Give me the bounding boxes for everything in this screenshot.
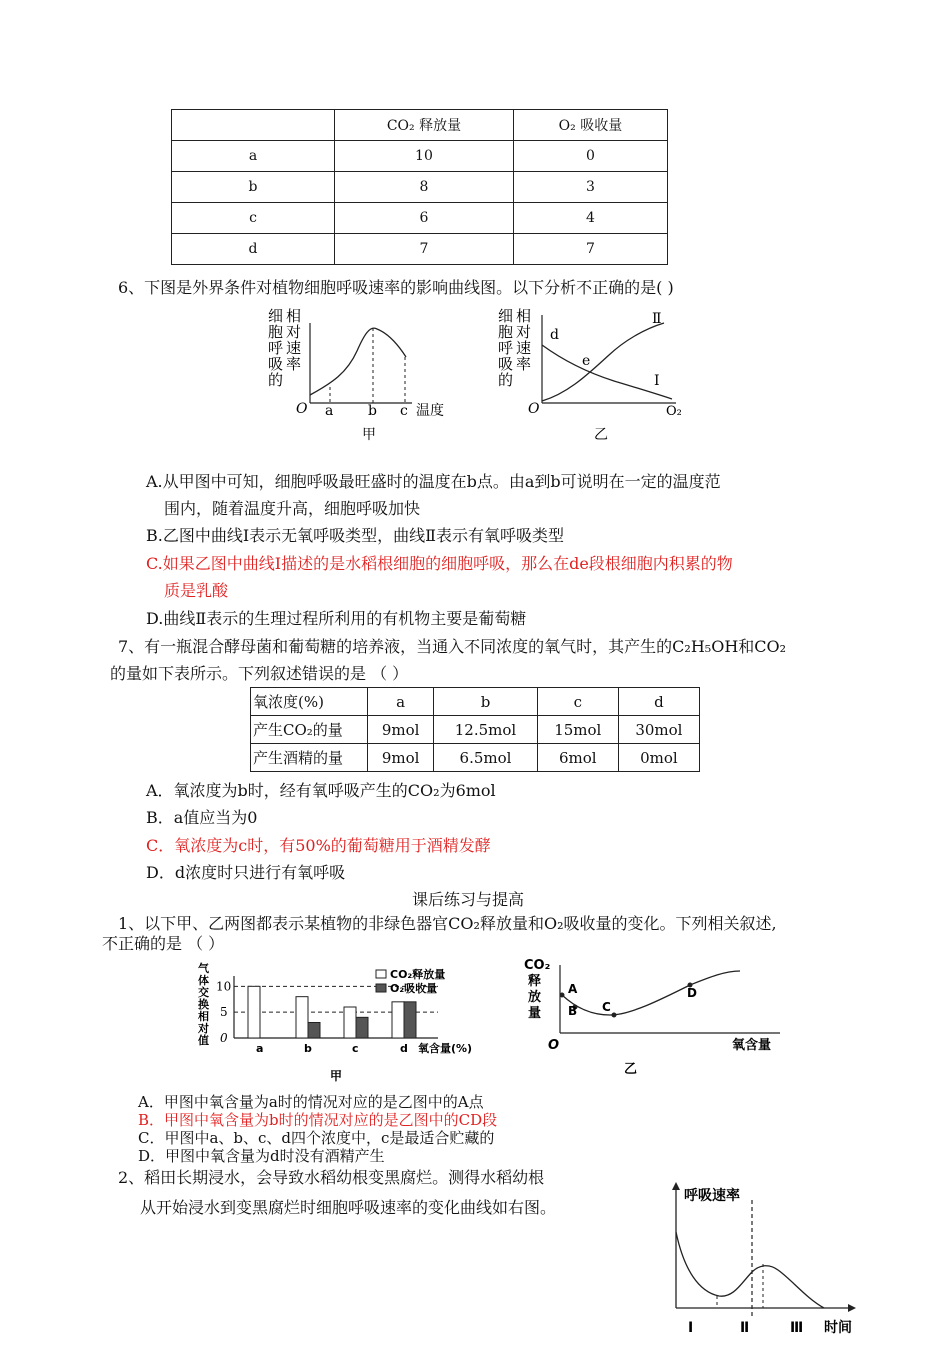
p1-yi-origin: O: [548, 1038, 560, 1053]
table-header-cell: c: [537, 688, 618, 716]
table-cell: 9mol: [368, 716, 434, 744]
table-row: [172, 141, 668, 172]
bar-o2-c: [356, 1017, 368, 1038]
p1-jia-xlabel: 氧含量(%): [418, 1042, 473, 1055]
p2-x-arrow: [848, 1304, 856, 1312]
q6-option-c-line2: 质是乳酸: [164, 581, 229, 600]
q6-jia-xlabel: 温度: [416, 403, 444, 419]
table-cell: b: [172, 172, 335, 203]
q6-option-b: B.乙图中曲线Ⅰ表示无氧呼吸类型，曲线Ⅱ表示有氧呼吸类型: [146, 526, 565, 545]
table-cell: 产生酒精的量: [251, 744, 368, 772]
bar-co2-b: [296, 997, 308, 1038]
p1-option-b: B．甲图中氧含量为b时的情况对应的是乙图中的CD段: [138, 1111, 498, 1129]
table-row: [251, 716, 700, 744]
table-row: [251, 744, 700, 772]
p1-yi-label-c: C: [602, 1000, 611, 1014]
p1-yi-label-a: A: [568, 982, 578, 996]
p1-jia-ytick-0: 0: [220, 1031, 228, 1045]
q6-yi-label-II: Ⅱ: [652, 311, 662, 327]
p1-yi-ylabel: CO₂ 释放量: [524, 958, 551, 1021]
table-header-cell: b: [434, 688, 537, 716]
table-header-cell: O₂ 吸收量: [513, 110, 667, 141]
p1-jia-legend-o2: O₂吸收量: [390, 982, 438, 995]
table-cell: 4: [513, 203, 667, 234]
table-cell: 10: [335, 141, 514, 172]
bar-o2-d: [404, 1002, 416, 1038]
table-cell: 6.5mol: [434, 744, 537, 772]
p1-yi-curve: [562, 971, 740, 1015]
q6-yi-ylabel-col2: 相对速率: [516, 307, 532, 373]
p2-curve: [676, 1232, 824, 1308]
bar-category-label: a: [256, 1042, 264, 1055]
p1-jia-ytick-5: 5: [220, 1005, 228, 1020]
q6-yi-curve-II: [542, 323, 664, 401]
q6-yi-label-I: Ⅰ: [654, 373, 660, 389]
bar-co2-a: [248, 986, 260, 1038]
table-cell: a: [172, 141, 335, 172]
table-cell: 7: [513, 234, 667, 265]
table-oxygen: [250, 687, 700, 772]
q6-yi-caption: 乙: [594, 427, 608, 443]
table-cell: 7: [335, 234, 514, 265]
table-row: [172, 234, 668, 265]
q6-jia-tick-c: c: [400, 403, 408, 419]
bar-co2-d: [392, 1002, 404, 1038]
p1-yi-point-a: [560, 993, 565, 998]
table-header-row: [251, 688, 700, 716]
bar-category-label: d: [400, 1042, 408, 1055]
table-cell: 12.5mol: [434, 716, 537, 744]
p2-stem-line2: 从开始浸水到变黑腐烂时细胞呼吸速率的变化曲线如右图。: [140, 1198, 557, 1217]
q6-figure-jia: [262, 303, 472, 443]
p2-stage-I: Ⅰ: [688, 1320, 694, 1336]
p1-jia-legend-swatch-o2: [376, 984, 386, 992]
q6-figure-yi: [494, 303, 694, 443]
q6-option-d: D.曲线Ⅱ表示的生理过程所利用的有机物主要是葡萄糖: [146, 609, 527, 628]
p1-jia-ylabel-group: [197, 961, 210, 1047]
p2-stage-II: Ⅱ: [740, 1320, 750, 1336]
q6-jia-ylabel-col1: 细胞呼吸的: [268, 307, 284, 389]
p2-ylabel: 呼吸速率: [684, 1188, 740, 1204]
table-cell: 6mol: [537, 744, 618, 772]
q6-yi-xlabel: O₂: [666, 404, 682, 419]
table-header-cell: 氧浓度(%): [251, 688, 368, 716]
q6-yi-curve-I: [542, 345, 672, 399]
p1-jia-ylabel-vertical: 气体交换相对值: [198, 962, 209, 1047]
q7-option-d: D．d浓度时只进行有氧呼吸: [146, 863, 346, 882]
p1-jia-bars: [248, 986, 416, 1055]
p1-yi-caption: 乙: [624, 1062, 638, 1075]
p1-option-c: C．甲图中a、b、c、d四个浓度中，c是最适合贮藏的: [138, 1129, 495, 1147]
p1-jia-legend-co2: CO₂释放量: [390, 968, 446, 981]
p1-stem-line1: 1、以下甲、乙两图都表示某植物的非绿色器官CO₂释放量和O₂吸收量的变化。下列相关叙述,: [118, 914, 777, 933]
p2-stage-III: Ⅲ: [790, 1320, 804, 1336]
q6-jia-tick-b: b: [368, 403, 377, 419]
bar-co2-c: [344, 1007, 356, 1038]
p2-figure-respiration: [664, 1180, 864, 1340]
q6-option-a-line2: 围内，随着温度升高，细胞呼吸加快: [164, 499, 421, 518]
q7-stem-line1: 7、有一瓶混合酵母菌和葡萄糖的培养液，当通入不同浓度的氧气时，其产生的C₂H₅OH和CO₂: [118, 637, 787, 656]
section-title: 课后练习与提高: [412, 890, 525, 909]
table-row: [172, 172, 668, 203]
table-row: [172, 203, 668, 234]
p1-stem-line2: 不正确的是 （ ）: [102, 934, 225, 953]
p1-jia-caption: 甲: [330, 1069, 343, 1083]
q6-jia-origin: O: [296, 401, 308, 417]
q6-option-a-line1: A.从甲图中可知，细胞呼吸最旺盛时的温度在b点。由a到b可说明在一定的温度范: [146, 472, 721, 491]
table-header-cell: a: [368, 688, 434, 716]
q6-option-c-line1: C.如果乙图中曲线Ⅰ描述的是水稻根细胞的细胞呼吸，那么在de段根细胞内积累的物: [146, 554, 733, 573]
table-cell: 9mol: [368, 744, 434, 772]
p1-figure-yi: [520, 955, 800, 1075]
p1-figure-jia-bar-chart: [190, 958, 480, 1084]
table-cell: 8: [335, 172, 514, 203]
table-co2-o2: [171, 109, 668, 265]
p1-jia-ytick-10: 10: [216, 979, 232, 994]
table-header-cell: CO₂ 释放量: [335, 110, 514, 141]
bar-category-label: b: [304, 1042, 312, 1055]
p1-yi-xlabel: 氧含量: [732, 1038, 772, 1053]
table-cell: 6: [335, 203, 514, 234]
table-cell: c: [172, 203, 335, 234]
table-cell: 产生CO₂的量: [251, 716, 368, 744]
p2-stem-line1: 2、稻田长期浸水，会导致水稻幼根变黑腐烂。测得水稻幼根: [118, 1168, 545, 1187]
table-header-cell: d: [618, 688, 699, 716]
q7-option-a: A．氧浓度为b时，经有氧呼吸产生的CO₂为6mol: [146, 781, 496, 800]
q6-yi-origin: O: [528, 401, 540, 417]
q7-stem-line2: 的量如下表所示。下列叙述错误的是 （ ）: [110, 664, 409, 683]
bar-category-label: c: [352, 1042, 359, 1055]
table-header-row: [172, 110, 668, 141]
p1-yi-label-d: D: [687, 986, 697, 1000]
table-cell: 30mol: [618, 716, 699, 744]
table-cell: 3: [513, 172, 667, 203]
q6-yi-label-d: d: [550, 327, 559, 343]
q6-jia-caption: 甲: [362, 427, 376, 443]
q6-jia-tick-a: a: [325, 403, 334, 419]
q6-stem: 6、下图是外界条件对植物细胞呼吸速率的影响曲线图。以下分析不正确的是( ): [118, 278, 674, 297]
q6-jia-curve: [310, 328, 406, 395]
q6-yi-ylabel-col1: 细胞呼吸的: [498, 307, 514, 389]
p1-option-d: D．甲图中氧含量为d时没有酒精产生: [138, 1147, 385, 1165]
table-cell: 0mol: [618, 744, 699, 772]
table-cell: d: [172, 234, 335, 265]
p2-y-arrow: [672, 1182, 680, 1190]
p2-xlabel: 时间: [824, 1320, 852, 1336]
q7-option-c: C．氧浓度为c时，有50%的葡萄糖用于酒精发酵: [146, 836, 491, 855]
table-header-cell: [172, 110, 335, 141]
q6-yi-label-e: e: [582, 353, 591, 369]
table-cell: 15mol: [537, 716, 618, 744]
p1-yi-label-b: B: [568, 1004, 578, 1018]
q6-jia-ylabel-col2: 相对速率: [286, 307, 302, 373]
p1-jia-legend-swatch-co2: [376, 970, 386, 978]
q7-option-b: B．a值应当为0: [146, 808, 258, 827]
p1-yi-point-c: [612, 1013, 617, 1018]
p1-option-a: A．甲图中氧含量为a时的情况对应的是乙图中的A点: [138, 1093, 484, 1111]
table-cell: 0: [513, 141, 667, 172]
bar-o2-b: [308, 1023, 320, 1039]
